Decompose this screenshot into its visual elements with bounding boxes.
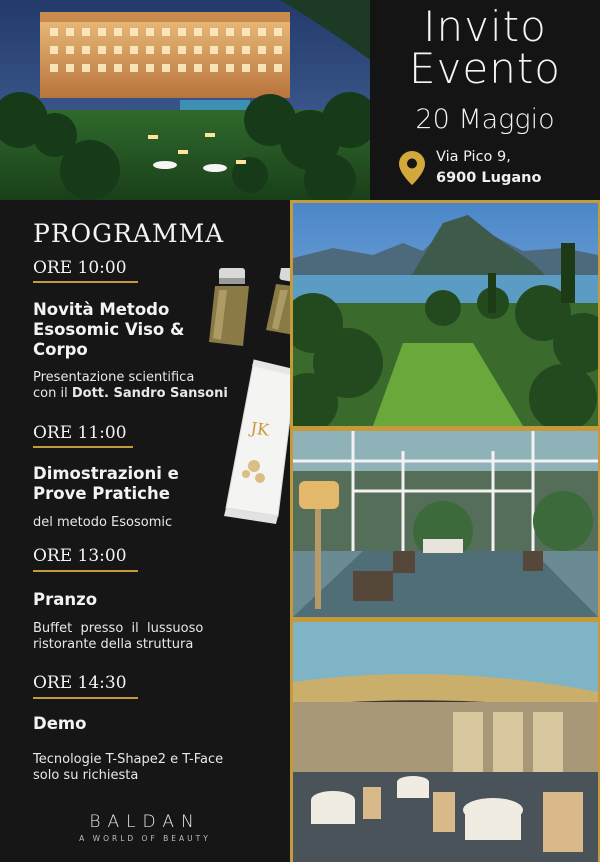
product-cream-tube [220, 356, 298, 530]
conservatory-photo [293, 431, 598, 617]
session-desc-3-line2: ristorante della struttura [33, 637, 194, 652]
session-desc-3-line1: Buffet presso il lussuoso [33, 621, 204, 636]
gold-divider [33, 570, 138, 572]
programme-heading: PROGRAMMA [33, 219, 225, 248]
gold-divider [33, 281, 138, 283]
session-title-1-line3: Corpo [33, 340, 88, 359]
session-time-3: ORE 13:00 [33, 546, 127, 566]
speaker-name: Dott. Sandro Sansoni [71, 386, 228, 401]
session-desc-1-prefix: con il [33, 386, 72, 401]
session-desc-1 [33, 370, 228, 402]
address-street: Via Pico 9, [436, 149, 511, 165]
event-date: 20 Maggio [415, 104, 555, 135]
session-title-1 [33, 300, 184, 360]
session-desc-4-line2: solo su richiesta [33, 768, 139, 783]
session-desc-2: del metodo Esosomic [33, 515, 173, 530]
lake-garden-photo [293, 203, 598, 426]
baldan-logo: BALDAN [89, 812, 201, 832]
product-vial-left [205, 268, 255, 352]
session-title-3: Pranzo [33, 590, 98, 609]
session-desc-3 [33, 621, 250, 653]
session-time-1: ORE 10:00 [33, 258, 127, 278]
gold-divider [33, 446, 133, 448]
session-desc-4 [33, 752, 223, 784]
gold-divider [33, 697, 138, 699]
session-title-2 [33, 464, 179, 504]
session-desc-1-line1: Presentazione scientifica [33, 370, 195, 385]
session-title-2-line1: Dimostrazioni e [33, 464, 179, 483]
session-title-4: Demo [33, 714, 87, 733]
session-title-2-line2: Prove Pratiche [33, 484, 170, 503]
hotel-night-photo [0, 0, 370, 200]
session-time-2: ORE 11:00 [33, 423, 127, 443]
event-title-line2: Evento [408, 44, 561, 93]
baldan-tagline: A WORLD OF BEAUTY [79, 834, 211, 843]
session-desc-1-line2 [33, 386, 228, 402]
tube-logo: JK [249, 418, 271, 440]
event-title-line1: Invito [423, 2, 547, 51]
address-city: 6900 Lugano [436, 170, 542, 186]
session-title-1-line1: Novità Metodo [33, 300, 170, 319]
event-address [436, 147, 541, 189]
restaurant-photo [293, 622, 598, 862]
session-desc-4-line1: Tecnologie T-Shape2 e T-Face [33, 752, 224, 767]
session-title-1-line2: Esosomic Viso & [33, 320, 185, 339]
session-time-4: ORE 14:30 [33, 673, 127, 693]
location-pin-icon [398, 150, 426, 190]
